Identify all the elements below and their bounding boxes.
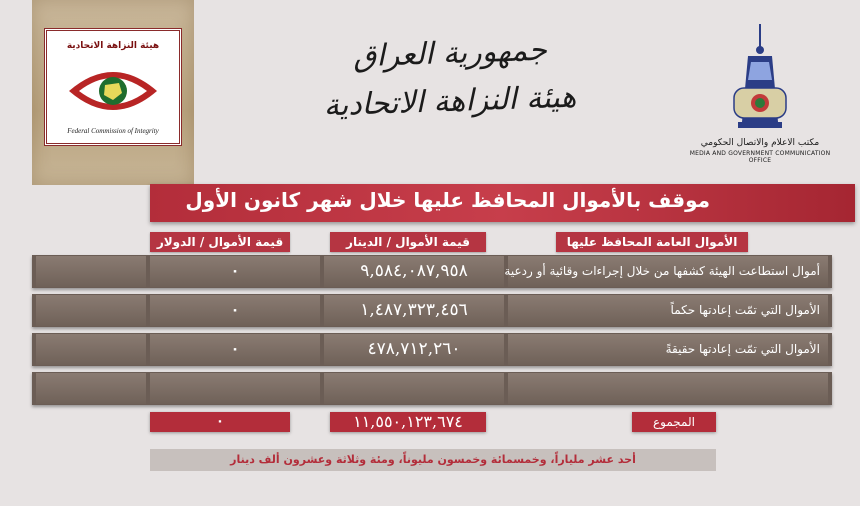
row-empty-cell <box>36 295 146 326</box>
total-dinar-value: ١١,٥٥٠,١٢٣,٦٧٤ <box>330 412 486 432</box>
logo-title: هيئة النزاهة الاتحادية <box>66 41 160 51</box>
media-office-tower-icon <box>720 22 800 134</box>
media-office-english: MEDIA AND GOVERNMENT COMMUNICATION OFFICE <box>689 150 831 164</box>
row-label <box>508 373 828 404</box>
eye-emblem-icon <box>67 57 159 123</box>
row-dollar-value: ٠ <box>150 295 320 326</box>
row-label: الأموال التي تمّت إعادتها حكماً <box>508 295 828 326</box>
row-empty-cell <box>36 256 146 287</box>
table-row <box>32 372 832 405</box>
row-empty-cell <box>36 373 146 404</box>
row-dinar-value: ١,٤٨٧,٣٢٣,٤٥٦ <box>324 295 504 326</box>
column-header-dollar: قيمة الأموال / الدولار <box>150 232 290 252</box>
row-dinar-value: ٤٧٨,٧١٢,٢٦٠ <box>324 334 504 365</box>
row-dinar-value: ٩,٥٨٤,٠٨٧,٩٥٨ <box>324 256 504 287</box>
media-office-arabic: مكتب الاعلام والاتصال الحكومي <box>700 138 820 148</box>
total-label: المجموع <box>632 412 716 432</box>
column-header-label: الأموال العامة المحافظ عليها <box>556 232 748 252</box>
table-row <box>32 255 832 288</box>
row-dollar-value <box>150 373 320 404</box>
row-empty-cell <box>36 334 146 365</box>
row-label: أموال استطاعت الهيئة كشفها من خلال إجراءات وقائية أو ردعية <box>508 256 828 287</box>
commission-calligraphy: هيئة النزاهة الاتحادية <box>323 79 577 124</box>
total-in-words: أحد عشر ملياراً، وخمسمائة وخمسون مليوناً، ومئة وثلاثة وعشرون ألف دينار <box>150 449 716 471</box>
row-label: الأموال التي تمّت إعادتها حقيقةً <box>508 334 828 365</box>
republic-of-iraq-calligraphy: جمهورية العراق <box>352 32 548 75</box>
table-row <box>32 333 832 366</box>
table-row <box>32 294 832 327</box>
report-title: موقف بالأموال المحافظ عليها خلال شهر كانون الأول <box>185 188 710 212</box>
row-dollar-value: ٠ <box>150 334 320 365</box>
logo-subtitle: Federal Commission of Integrity <box>67 127 159 135</box>
row-dinar-value <box>324 373 504 404</box>
total-dollar-value: ٠ <box>150 412 290 432</box>
row-dollar-value: ٠ <box>150 256 320 287</box>
column-header-dinar: قيمة الأموال / الدينار <box>330 232 486 252</box>
integrity-commission-logo <box>44 28 182 146</box>
